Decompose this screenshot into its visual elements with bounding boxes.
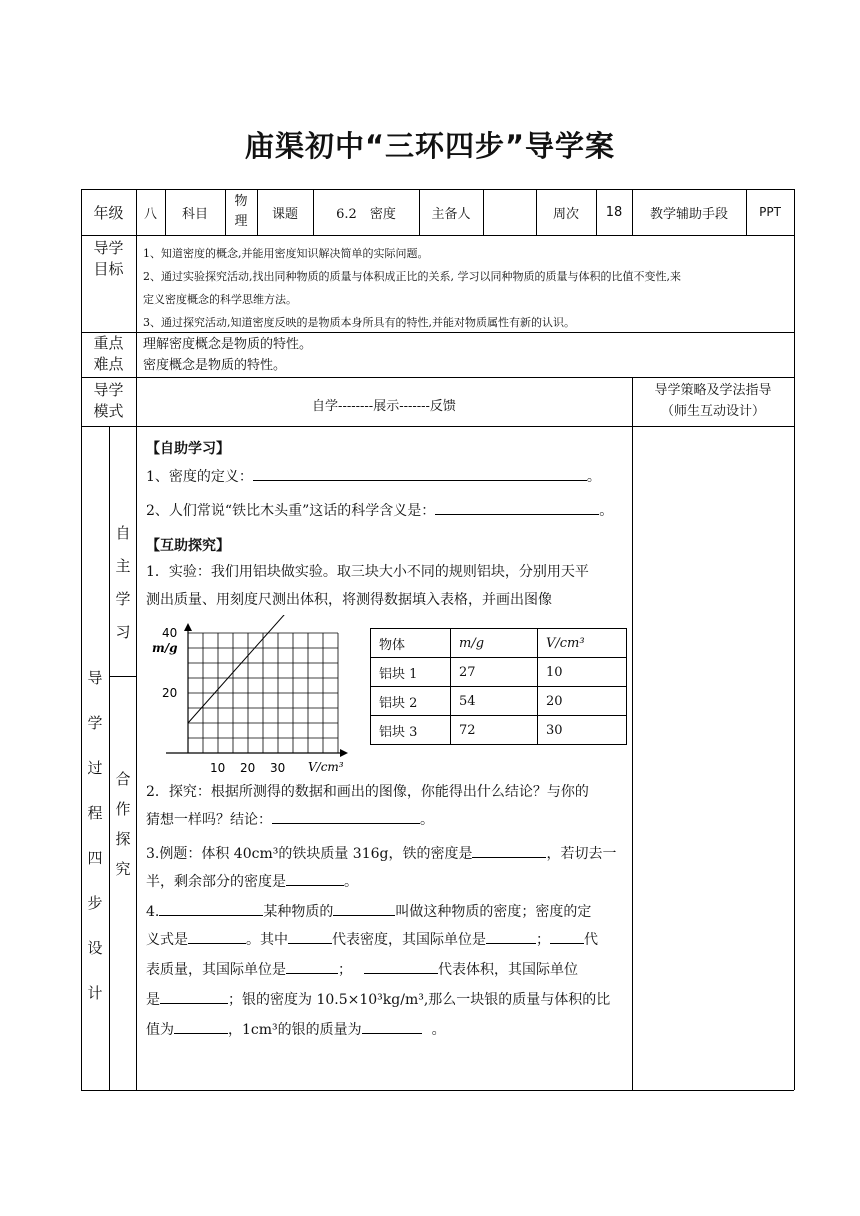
grade-value: 八	[143, 206, 157, 222]
table-cell: 铝块 3	[371, 716, 451, 745]
answer-blank[interactable]	[288, 929, 332, 944]
fill-line-2	[146, 929, 598, 949]
question-1-text: 1、密度的定义：	[146, 469, 253, 485]
goal-item: 1、知道密度的概念,并能用密度知识解决简单的实际问题。	[143, 247, 429, 260]
aid-label: 教学辅助手段	[649, 206, 728, 222]
example-text: 3.例题：体积 40cm³的铁块质量 316g，铁的密度是	[146, 846, 473, 862]
fill-text: 是	[146, 992, 160, 1008]
inquiry-text: 猜想一样吗？结论：	[146, 812, 272, 828]
question-2	[146, 500, 613, 520]
subject-label: 科目	[181, 206, 208, 222]
goal-item: 3、通过探究活动,知道密度反映的是物质本身所具有的特性,并能对物质属性有新的认识。	[143, 316, 575, 329]
goal-item: 2、通过实验探究活动,找出同种物质的质量与体积成正比的关系, 学习以同种物质的质量与体积的比值不变性,来	[143, 270, 681, 283]
answer-blank[interactable]	[435, 500, 599, 515]
key-point: 理解密度概念是物质的特性。	[143, 337, 313, 352]
mode-label-1: 导学	[93, 381, 124, 399]
coop-heading: 【互助探究】	[146, 538, 230, 554]
question-2-end: 。	[599, 503, 614, 519]
answer-blank[interactable]	[364, 959, 438, 974]
fill-text: ；	[536, 932, 550, 948]
process-char: 学	[87, 714, 103, 732]
fill-line-3	[146, 959, 578, 979]
process-char: 设	[87, 939, 103, 957]
x-axis-arrow	[340, 749, 348, 757]
table-header: m/g	[451, 629, 538, 658]
answer-blank[interactable]	[253, 466, 587, 481]
answer-blank[interactable]	[272, 809, 420, 824]
x-tick-label: 20	[240, 761, 256, 775]
fill-text: 义式是	[146, 932, 188, 948]
question-1	[146, 466, 601, 486]
preparer-value	[483, 189, 536, 235]
topic-label: 课题	[271, 206, 298, 222]
process-char: 程	[87, 804, 103, 822]
keypoints-content	[143, 334, 312, 376]
fill-text: 4.	[146, 904, 160, 920]
week-label: 周次	[552, 206, 579, 222]
difficulty: 密度概念是物质的特性。	[143, 358, 287, 373]
x-tick-label: 30	[270, 761, 286, 775]
y-axis-arrow	[184, 623, 192, 631]
goals-label-2: 目标	[93, 260, 124, 278]
goals-list	[143, 242, 681, 334]
question-2-text: 2、人们常说“铁比木头重”这话的科学含义是：	[146, 503, 436, 519]
table-cell: 27	[451, 658, 538, 687]
subject-value	[225, 189, 257, 235]
table-cell: 20	[538, 687, 627, 716]
data-table	[370, 628, 627, 745]
example-text: 。	[344, 874, 358, 890]
answer-blank[interactable]	[486, 929, 536, 944]
table-header: V/cm³	[538, 629, 627, 658]
experiment-line-2: 测出质量、用刻度尺测出体积，将测得数据填入表格，并画出图像	[146, 592, 552, 608]
example-text: 半，剩余部分的密度是	[146, 874, 286, 890]
coop-char: 究	[115, 860, 131, 878]
coop-char: 合	[115, 770, 131, 788]
keypoints-label-1: 重点	[93, 334, 124, 352]
mode-label-2: 模式	[93, 402, 124, 420]
process-char: 步	[87, 894, 103, 912]
table-header-row	[371, 629, 627, 658]
self-study-char: 习	[115, 623, 131, 641]
fill-text: ；银的密度为 10.5×10³kg/m³,那么一块银的质量与体积的比	[228, 992, 611, 1008]
y-tick-label: 40	[162, 626, 178, 640]
answer-blank[interactable]	[550, 929, 584, 944]
fill-text: 。	[431, 1022, 446, 1038]
fill-text: 叫做这种物质的密度；密度的定	[395, 904, 592, 920]
x-axis-label: V/cm³	[308, 760, 344, 774]
keypoints-label	[81, 333, 136, 375]
table-cell: 72	[451, 716, 538, 745]
question-1-end: 。	[586, 469, 601, 485]
fill-text: 代	[584, 932, 598, 948]
mode-label	[81, 380, 136, 422]
goals-label	[81, 238, 136, 280]
self-study-char: 学	[115, 590, 131, 608]
y-tick-label: 20	[162, 686, 178, 700]
strategy-label-1: 导学策略及学法指导	[654, 383, 772, 398]
strategy-label-2: （师生互动设计）	[660, 404, 765, 419]
fill-text: 代表密度，其国际单位是	[332, 932, 486, 948]
experiment-line-1: 1．实验：我们用铝块做实验。取三块大小不同的规则铝块，分别用天平	[146, 564, 589, 580]
fill-line-1	[146, 901, 591, 921]
process-char: 过	[87, 759, 103, 777]
keypoints-label-2: 难点	[93, 355, 124, 373]
aid-value: PPT	[759, 205, 781, 219]
process-char: 导	[87, 669, 103, 687]
self-study-char: 自	[115, 524, 131, 542]
example-line-2	[146, 871, 358, 891]
goal-item: 定义密度概念的科学思维方法。	[143, 293, 297, 306]
mass-volume-chart	[146, 615, 366, 780]
coop-char: 探	[115, 830, 131, 848]
example-line-1	[146, 843, 616, 863]
fill-line-5	[146, 1019, 446, 1039]
mode-value: 自学--------展示-------反馈	[312, 398, 456, 414]
chart-grid	[188, 633, 338, 753]
subject-value-1: 物	[234, 194, 248, 209]
table-cell: 10	[538, 658, 627, 687]
y-axis-label: m/g	[152, 641, 178, 655]
table-cell: 铝块 2	[371, 687, 451, 716]
fill-line-4	[146, 989, 610, 1009]
process-char: 四	[87, 849, 103, 867]
table-cell: 54	[451, 687, 538, 716]
answer-blank[interactable]	[174, 1019, 228, 1034]
fill-text: 代表体积，其国际单位	[438, 962, 578, 978]
fill-text: 。其中	[246, 932, 288, 948]
preparer-label: 主备人	[431, 206, 471, 222]
table-cell: 铝块 1	[371, 658, 451, 687]
fill-text: 某种物质的	[263, 904, 334, 920]
coop-label	[113, 764, 133, 884]
self-study-char: 主	[115, 557, 131, 575]
fill-text: 值为	[146, 1022, 174, 1038]
fill-text: ；	[338, 962, 352, 978]
answer-blank[interactable]	[333, 901, 395, 916]
table-cell: 30	[538, 716, 627, 745]
process-char: 计	[87, 984, 103, 1002]
self-study-label	[113, 517, 133, 649]
grade-label: 年级	[93, 203, 124, 222]
fill-text: ，1cm³的银的质量为	[228, 1022, 362, 1038]
answer-blank[interactable]	[472, 843, 546, 858]
table-row	[371, 687, 627, 716]
process-label	[85, 656, 105, 1016]
inquiry-line-2	[146, 809, 434, 829]
answer-blank[interactable]	[159, 901, 263, 916]
week-value: 18	[605, 204, 623, 220]
answer-blank[interactable]	[188, 929, 246, 944]
answer-blank[interactable]	[362, 1019, 422, 1034]
table-row	[371, 658, 627, 687]
self-study-heading: 【自助学习】	[146, 441, 230, 457]
coop-char: 作	[115, 800, 131, 818]
answer-blank[interactable]	[286, 871, 344, 886]
table-row	[371, 716, 627, 745]
x-tick-label: 10	[210, 761, 226, 775]
topic-value: 6.2 密度	[336, 206, 396, 222]
answer-blank[interactable]	[286, 959, 338, 974]
subject-value-2: 理	[234, 214, 248, 229]
strategy-label	[632, 380, 794, 422]
inquiry-end: 。	[420, 812, 434, 828]
page-title: 庙渠初中“三环四步”导学案	[244, 129, 616, 163]
example-text: ，若切去一	[546, 846, 617, 862]
table-header: 物体	[371, 629, 451, 658]
answer-blank[interactable]	[160, 989, 228, 1004]
inquiry-line-1: 2．探究：根据所测得的数据和画出的图像，你能得出什么结论？与你的	[146, 784, 589, 800]
goals-label-1: 导学	[93, 239, 124, 257]
fill-text: 表质量，其国际单位是	[146, 962, 286, 978]
